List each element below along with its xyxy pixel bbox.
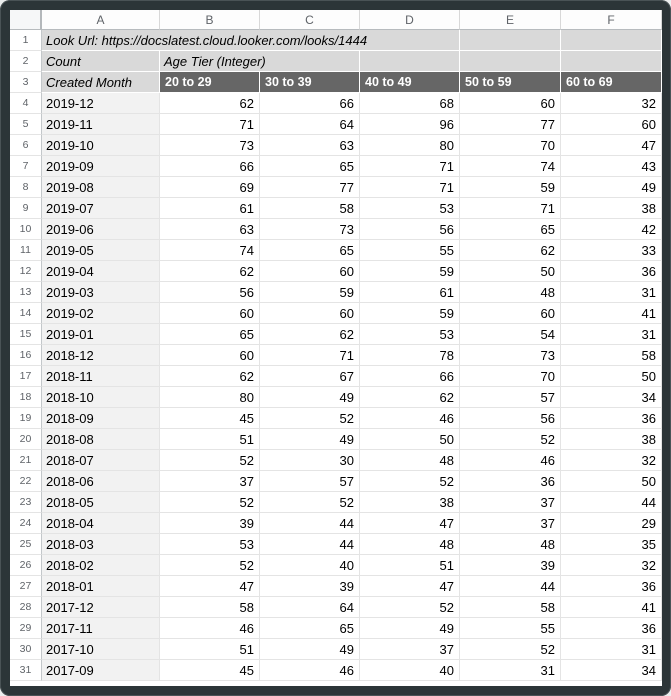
- data-cell[interactable]: 62: [160, 93, 260, 114]
- data-cell[interactable]: 48: [460, 534, 561, 555]
- data-cell[interactable]: 62: [160, 261, 260, 282]
- column-header-d[interactable]: D: [360, 10, 460, 30]
- data-cell[interactable]: 57: [260, 471, 360, 492]
- data-cell[interactable]: 50: [561, 471, 662, 492]
- data-cell[interactable]: 49: [260, 639, 360, 660]
- data-cell[interactable]: 67: [260, 366, 360, 387]
- row-number[interactable]: 15: [10, 324, 42, 345]
- data-cell[interactable]: 52: [360, 471, 460, 492]
- data-cell[interactable]: 37: [460, 513, 561, 534]
- month-cell[interactable]: 2019-09: [42, 156, 160, 177]
- row-number[interactable]: 10: [10, 219, 42, 240]
- data-cell[interactable]: 52: [260, 492, 360, 513]
- data-cell[interactable]: 73: [460, 345, 561, 366]
- data-cell[interactable]: 57: [460, 387, 561, 408]
- data-cell[interactable]: 58: [561, 345, 662, 366]
- data-cell[interactable]: 60: [460, 303, 561, 324]
- data-cell[interactable]: 74: [160, 240, 260, 261]
- data-cell[interactable]: 52: [160, 555, 260, 576]
- data-cell[interactable]: 74: [460, 156, 561, 177]
- data-cell[interactable]: 32: [561, 450, 662, 471]
- cell-e2[interactable]: [460, 51, 561, 72]
- data-cell[interactable]: 51: [360, 555, 460, 576]
- month-cell[interactable]: 2018-07: [42, 450, 160, 471]
- data-cell[interactable]: 59: [360, 261, 460, 282]
- data-cell[interactable]: 70: [460, 366, 561, 387]
- data-cell[interactable]: 48: [460, 282, 561, 303]
- data-cell[interactable]: 69: [160, 177, 260, 198]
- data-cell[interactable]: 48: [360, 534, 460, 555]
- cell-d2[interactable]: [360, 51, 460, 72]
- data-cell[interactable]: 65: [260, 240, 360, 261]
- data-cell[interactable]: 45: [160, 660, 260, 681]
- column-header-b[interactable]: B: [160, 10, 260, 30]
- row-number[interactable]: 6: [10, 135, 42, 156]
- data-cell[interactable]: 66: [260, 93, 360, 114]
- data-cell[interactable]: 36: [561, 261, 662, 282]
- data-cell[interactable]: 60: [160, 303, 260, 324]
- data-cell[interactable]: 34: [561, 387, 662, 408]
- data-cell[interactable]: 55: [460, 618, 561, 639]
- data-cell[interactable]: 37: [360, 639, 460, 660]
- data-cell[interactable]: 58: [460, 597, 561, 618]
- month-cell[interactable]: 2019-10: [42, 135, 160, 156]
- row-number[interactable]: 1: [10, 30, 42, 51]
- month-cell[interactable]: 2019-12: [42, 93, 160, 114]
- month-cell[interactable]: 2018-05: [42, 492, 160, 513]
- month-cell[interactable]: 2018-01: [42, 576, 160, 597]
- data-cell[interactable]: 53: [160, 534, 260, 555]
- cell-f2[interactable]: [561, 51, 662, 72]
- row-number[interactable]: 20: [10, 429, 42, 450]
- data-cell[interactable]: 36: [561, 408, 662, 429]
- data-cell[interactable]: 31: [561, 282, 662, 303]
- month-cell[interactable]: 2018-06: [42, 471, 160, 492]
- data-cell[interactable]: 34: [561, 660, 662, 681]
- data-cell[interactable]: 59: [260, 282, 360, 303]
- row-number[interactable]: 31: [10, 660, 42, 681]
- row-number[interactable]: 27: [10, 576, 42, 597]
- data-cell[interactable]: 70: [460, 135, 561, 156]
- data-cell[interactable]: 37: [160, 471, 260, 492]
- row-number[interactable]: 24: [10, 513, 42, 534]
- data-cell[interactable]: 65: [460, 219, 561, 240]
- row-number[interactable]: 23: [10, 492, 42, 513]
- cell-age-tier-label[interactable]: Age Tier (Integer): [160, 51, 360, 72]
- cell-look-url[interactable]: Look Url: https://docslatest.cloud.looker.com/looks/1444: [42, 30, 460, 51]
- data-cell[interactable]: 60: [561, 114, 662, 135]
- row-number[interactable]: 25: [10, 534, 42, 555]
- data-cell[interactable]: 60: [460, 93, 561, 114]
- cell-e1[interactable]: [460, 30, 561, 51]
- data-cell[interactable]: 63: [160, 219, 260, 240]
- data-cell[interactable]: 77: [260, 177, 360, 198]
- data-cell[interactable]: 44: [460, 576, 561, 597]
- data-cell[interactable]: 62: [160, 366, 260, 387]
- spreadsheet-grid: [10, 10, 662, 681]
- month-cell[interactable]: 2019-02: [42, 303, 160, 324]
- row-number[interactable]: 28: [10, 597, 42, 618]
- month-cell[interactable]: 2018-12: [42, 345, 160, 366]
- data-cell[interactable]: 48: [360, 450, 460, 471]
- data-cell[interactable]: 43: [561, 156, 662, 177]
- month-cell[interactable]: 2019-06: [42, 219, 160, 240]
- month-cell[interactable]: 2018-08: [42, 429, 160, 450]
- data-cell[interactable]: 49: [561, 177, 662, 198]
- data-cell[interactable]: 78: [360, 345, 460, 366]
- row-number[interactable]: 7: [10, 156, 42, 177]
- data-cell[interactable]: 46: [360, 408, 460, 429]
- month-cell[interactable]: 2017-10: [42, 639, 160, 660]
- data-cell[interactable]: 64: [260, 597, 360, 618]
- month-cell[interactable]: 2019-01: [42, 324, 160, 345]
- data-cell[interactable]: 58: [260, 198, 360, 219]
- data-cell[interactable]: 47: [360, 513, 460, 534]
- row-number[interactable]: 11: [10, 240, 42, 261]
- data-cell[interactable]: 41: [561, 303, 662, 324]
- data-cell[interactable]: 53: [360, 324, 460, 345]
- data-cell[interactable]: 62: [260, 324, 360, 345]
- month-cell[interactable]: 2018-03: [42, 534, 160, 555]
- row-number[interactable]: 2: [10, 51, 42, 72]
- month-cell[interactable]: 2018-09: [42, 408, 160, 429]
- data-cell[interactable]: 56: [360, 219, 460, 240]
- pivot-header-20-29[interactable]: 20 to 29: [160, 72, 260, 93]
- data-cell[interactable]: 52: [160, 450, 260, 471]
- data-cell[interactable]: 44: [561, 492, 662, 513]
- month-cell[interactable]: 2019-04: [42, 261, 160, 282]
- row-number[interactable]: 21: [10, 450, 42, 471]
- data-cell[interactable]: 31: [561, 324, 662, 345]
- data-cell[interactable]: 66: [160, 156, 260, 177]
- pivot-header-40-49[interactable]: 40 to 49: [360, 72, 460, 93]
- data-cell[interactable]: 29: [561, 513, 662, 534]
- data-cell[interactable]: 71: [460, 198, 561, 219]
- cell-f1[interactable]: [561, 30, 662, 51]
- data-cell[interactable]: 80: [360, 135, 460, 156]
- month-cell[interactable]: 2019-11: [42, 114, 160, 135]
- month-cell[interactable]: 2019-07: [42, 198, 160, 219]
- data-cell[interactable]: 42: [561, 219, 662, 240]
- row-number[interactable]: 16: [10, 345, 42, 366]
- data-cell[interactable]: 51: [160, 429, 260, 450]
- data-cell[interactable]: 46: [460, 450, 561, 471]
- data-cell[interactable]: 71: [360, 156, 460, 177]
- data-cell[interactable]: 44: [260, 534, 360, 555]
- row-number[interactable]: 30: [10, 639, 42, 660]
- row-number[interactable]: 13: [10, 282, 42, 303]
- data-cell[interactable]: 80: [160, 387, 260, 408]
- data-cell[interactable]: 96: [360, 114, 460, 135]
- data-cell[interactable]: 39: [260, 576, 360, 597]
- data-cell[interactable]: 50: [360, 429, 460, 450]
- row-number[interactable]: 29: [10, 618, 42, 639]
- data-cell[interactable]: 49: [260, 387, 360, 408]
- data-cell[interactable]: 38: [561, 429, 662, 450]
- data-cell[interactable]: 47: [561, 135, 662, 156]
- data-cell[interactable]: 40: [360, 660, 460, 681]
- spreadsheet-area: [10, 10, 662, 686]
- data-cell[interactable]: 53: [360, 198, 460, 219]
- data-cell[interactable]: 62: [360, 387, 460, 408]
- row-number[interactable]: 5: [10, 114, 42, 135]
- data-cell[interactable]: 41: [561, 597, 662, 618]
- row-number[interactable]: 12: [10, 261, 42, 282]
- row-number[interactable]: 18: [10, 387, 42, 408]
- column-header-f[interactable]: F: [561, 10, 662, 30]
- data-cell[interactable]: 52: [460, 429, 561, 450]
- row-number[interactable]: 4: [10, 93, 42, 114]
- pivot-header-60-69[interactable]: 60 to 69: [561, 72, 662, 93]
- data-cell[interactable]: 46: [160, 618, 260, 639]
- column-header-c[interactable]: C: [260, 10, 360, 30]
- select-all-corner[interactable]: [10, 10, 42, 30]
- pivot-header-30-39[interactable]: 30 to 39: [260, 72, 360, 93]
- data-cell[interactable]: 31: [460, 660, 561, 681]
- data-cell[interactable]: 59: [360, 303, 460, 324]
- column-header-e[interactable]: E: [460, 10, 561, 30]
- column-header-a[interactable]: A: [42, 10, 160, 30]
- data-cell[interactable]: 36: [561, 576, 662, 597]
- data-cell[interactable]: 52: [360, 597, 460, 618]
- data-cell[interactable]: 68: [360, 93, 460, 114]
- row-number[interactable]: 22: [10, 471, 42, 492]
- data-cell[interactable]: 45: [160, 408, 260, 429]
- data-cell[interactable]: 60: [260, 261, 360, 282]
- data-cell[interactable]: 39: [460, 555, 561, 576]
- row-number[interactable]: 19: [10, 408, 42, 429]
- data-cell[interactable]: 71: [360, 177, 460, 198]
- data-cell[interactable]: 52: [160, 492, 260, 513]
- data-cell[interactable]: 50: [561, 366, 662, 387]
- row-number[interactable]: 3: [10, 72, 42, 93]
- data-cell[interactable]: 35: [561, 534, 662, 555]
- data-cell[interactable]: 51: [160, 639, 260, 660]
- data-cell[interactable]: 49: [360, 618, 460, 639]
- data-cell[interactable]: 33: [561, 240, 662, 261]
- data-cell[interactable]: 58: [160, 597, 260, 618]
- data-cell[interactable]: 52: [460, 639, 561, 660]
- month-cell[interactable]: 2018-10: [42, 387, 160, 408]
- data-cell[interactable]: 50: [460, 261, 561, 282]
- data-cell[interactable]: 73: [260, 219, 360, 240]
- data-cell[interactable]: 62: [460, 240, 561, 261]
- month-cell[interactable]: 2017-11: [42, 618, 160, 639]
- data-cell[interactable]: 71: [260, 345, 360, 366]
- data-cell[interactable]: 61: [360, 282, 460, 303]
- data-cell[interactable]: 65: [260, 618, 360, 639]
- data-cell[interactable]: 61: [160, 198, 260, 219]
- data-cell[interactable]: 65: [160, 324, 260, 345]
- data-cell[interactable]: 56: [160, 282, 260, 303]
- row-number[interactable]: 9: [10, 198, 42, 219]
- cell-created-month-label[interactable]: Created Month: [42, 72, 160, 93]
- pivot-header-50-59[interactable]: 50 to 59: [460, 72, 561, 93]
- month-cell[interactable]: 2018-02: [42, 555, 160, 576]
- month-cell[interactable]: 2018-04: [42, 513, 160, 534]
- data-cell[interactable]: 46: [260, 660, 360, 681]
- data-cell[interactable]: 40: [260, 555, 360, 576]
- data-cell[interactable]: 63: [260, 135, 360, 156]
- data-cell[interactable]: 60: [160, 345, 260, 366]
- month-cell[interactable]: 2017-12: [42, 597, 160, 618]
- data-cell[interactable]: 38: [561, 198, 662, 219]
- row-number[interactable]: 17: [10, 366, 42, 387]
- data-cell[interactable]: 36: [561, 618, 662, 639]
- data-cell[interactable]: 54: [460, 324, 561, 345]
- month-cell[interactable]: 2017-09: [42, 660, 160, 681]
- data-cell[interactable]: 47: [360, 576, 460, 597]
- data-cell[interactable]: 30: [260, 450, 360, 471]
- data-cell[interactable]: 39: [160, 513, 260, 534]
- row-number[interactable]: 14: [10, 303, 42, 324]
- data-cell[interactable]: 37: [460, 492, 561, 513]
- data-cell[interactable]: 31: [561, 639, 662, 660]
- month-cell[interactable]: 2018-11: [42, 366, 160, 387]
- data-cell[interactable]: 73: [160, 135, 260, 156]
- data-cell[interactable]: 64: [260, 114, 360, 135]
- data-cell[interactable]: 77: [460, 114, 561, 135]
- data-cell[interactable]: 59: [460, 177, 561, 198]
- cell-count-label[interactable]: Count: [42, 51, 160, 72]
- data-cell[interactable]: 56: [460, 408, 561, 429]
- month-cell[interactable]: 2019-05: [42, 240, 160, 261]
- data-cell[interactable]: 38: [360, 492, 460, 513]
- data-cell[interactable]: 66: [360, 366, 460, 387]
- data-cell[interactable]: 60: [260, 303, 360, 324]
- data-cell[interactable]: 49: [260, 429, 360, 450]
- data-cell[interactable]: 32: [561, 93, 662, 114]
- data-cell[interactable]: 52: [260, 408, 360, 429]
- data-cell[interactable]: 32: [561, 555, 662, 576]
- data-cell[interactable]: 65: [260, 156, 360, 177]
- month-cell[interactable]: 2019-08: [42, 177, 160, 198]
- data-cell[interactable]: 44: [260, 513, 360, 534]
- data-cell[interactable]: 55: [360, 240, 460, 261]
- data-cell[interactable]: 47: [160, 576, 260, 597]
- month-cell[interactable]: 2019-03: [42, 282, 160, 303]
- row-number[interactable]: 26: [10, 555, 42, 576]
- data-cell[interactable]: 71: [160, 114, 260, 135]
- row-number[interactable]: 8: [10, 177, 42, 198]
- data-cell[interactable]: 36: [460, 471, 561, 492]
